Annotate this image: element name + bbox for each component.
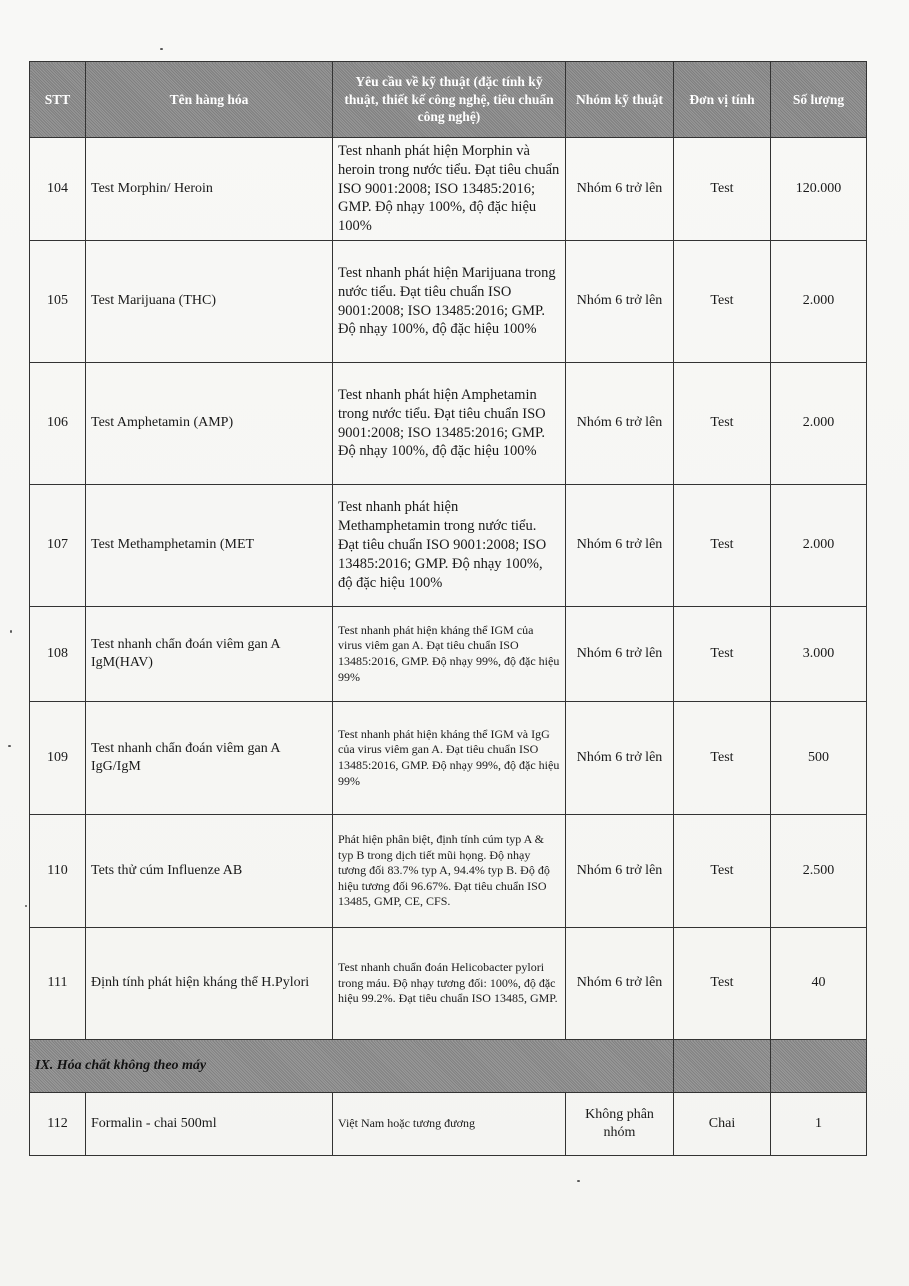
cell-spec: Việt Nam hoặc tương đương — [333, 1093, 566, 1156]
cell-spec: Test nhanh phát hiện Morphin và heroin trong nước tiểu. Đạt tiêu chuẩn ISO 9001:2008; ISO 13485:2016; GMP. Độ nhạy 100%, độ đặc hiệu 100% — [333, 138, 566, 241]
product-spec-table — [29, 61, 867, 1156]
cell-stt: 107 — [30, 485, 86, 607]
section-blank-cell — [674, 1040, 771, 1093]
scan-speck — [10, 630, 12, 633]
cell-spec: Test nhanh phát hiện kháng thể IGM và IgG của virus viêm gan A. Đạt tiêu chuẩn ISO 13485:2016, GMP. Độ nhạy 99%, độ đặc hiệu 99% — [333, 702, 566, 815]
cell-group: Không phân nhóm — [566, 1093, 674, 1156]
cell-name: Test nhanh chẩn đoán viêm gan A IgM(HAV) — [86, 607, 333, 702]
cell-spec: Test nhanh phát hiện kháng thể IGM của virus viêm gan A. Đạt tiêu chuẩn ISO 13485:2016, GMP. Độ nhạy 99%, độ đặc hiệu 99% — [333, 607, 566, 702]
cell-name: Formalin - chai 500ml — [86, 1093, 333, 1156]
cell-qty: 2.000 — [771, 363, 867, 485]
cell-qty: 1 — [771, 1093, 867, 1156]
section-header-row — [30, 1040, 867, 1093]
scan-speck — [8, 745, 11, 747]
cell-spec: Test nhanh phát hiện Marijuana trong nước tiểu. Đạt tiêu chuẩn ISO 9001:2008; ISO 13485:2016; GMP. Độ nhạy 100%, độ đặc hiệu 100% — [333, 241, 566, 363]
cell-stt: 112 — [30, 1093, 86, 1156]
cell-stt: 108 — [30, 607, 86, 702]
table-row — [30, 138, 867, 241]
cell-spec: Phát hiện phân biệt, định tính cúm typ A & typ B trong dịch tiết mũi họng. Độ nhạy tương đối 83.7% typ A, 94.4% typ B. Độ độ hiệu tương đối 96.67%. Đạt tiêu chuẩn ISO 13485, GMP, CE, CFS. — [333, 815, 566, 928]
cell-group: Nhóm 6 trở lên — [566, 485, 674, 607]
cell-name: Test Morphin/ Heroin — [86, 138, 333, 241]
table-row — [30, 815, 867, 928]
cell-group: Nhóm 6 trở lên — [566, 702, 674, 815]
table-row — [30, 607, 867, 702]
cell-stt: 105 — [30, 241, 86, 363]
table-row — [30, 928, 867, 1040]
cell-qty: 2.000 — [771, 485, 867, 607]
cell-unit: Test — [674, 363, 771, 485]
table-row — [30, 363, 867, 485]
table-row — [30, 1093, 867, 1156]
cell-unit: Test — [674, 815, 771, 928]
cell-name: Test Methamphetamin (MET — [86, 485, 333, 607]
cell-group: Nhóm 6 trở lên — [566, 607, 674, 702]
scan-speck — [25, 905, 27, 907]
cell-qty: 2.000 — [771, 241, 867, 363]
cell-stt: 110 — [30, 815, 86, 928]
cell-stt: 106 — [30, 363, 86, 485]
cell-group: Nhóm 6 trở lên — [566, 928, 674, 1040]
cell-group: Nhóm 6 trở lên — [566, 241, 674, 363]
cell-unit: Test — [674, 138, 771, 241]
table-header-row — [30, 62, 867, 138]
cell-unit: Test — [674, 702, 771, 815]
cell-stt: 104 — [30, 138, 86, 241]
header-unit: Đơn vị tính — [674, 62, 771, 138]
cell-name: Test Amphetamin (AMP) — [86, 363, 333, 485]
table-row — [30, 702, 867, 815]
section-blank-cell — [771, 1040, 867, 1093]
cell-spec: Test nhanh phát hiện Methamphetamin trong nước tiểu. Đạt tiêu chuẩn ISO 9001:2008; ISO 13485:2016; GMP. Độ nhạy 100%, độ đặc hiệu 100% — [333, 485, 566, 607]
header-stt: STT — [30, 62, 86, 138]
cell-name: Test nhanh chẩn đoán viêm gan A IgG/IgM — [86, 702, 333, 815]
cell-qty: 500 — [771, 702, 867, 815]
table-row — [30, 485, 867, 607]
cell-unit: Test — [674, 485, 771, 607]
cell-stt: 111 — [30, 928, 86, 1040]
cell-group: Nhóm 6 trở lên — [566, 138, 674, 241]
cell-group: Nhóm 6 trở lên — [566, 363, 674, 485]
cell-spec: Test nhanh phát hiện Amphetamin trong nước tiểu. Đạt tiêu chuẩn ISO 9001:2008; ISO 13485:2016; GMP. Độ nhạy 100%, độ đặc hiệu 100% — [333, 363, 566, 485]
cell-group: Nhóm 6 trở lên — [566, 815, 674, 928]
scan-speck — [577, 1180, 580, 1182]
section-title: IX. Hóa chất không theo máy — [30, 1040, 674, 1093]
cell-stt: 109 — [30, 702, 86, 815]
cell-name: Test Marijuana (THC) — [86, 241, 333, 363]
header-group: Nhóm kỹ thuật — [566, 62, 674, 138]
cell-name: Tets thử cúm Influenze AB — [86, 815, 333, 928]
table-row — [30, 241, 867, 363]
header-qty: Số lượng — [771, 62, 867, 138]
cell-spec: Test nhanh chuẩn đoán Helicobacter pylori trong máu. Độ nhạy tương đối: 100%, độ đặc hiệu 99.2%. Đạt tiêu chuẩn ISO 13485, GMP. — [333, 928, 566, 1040]
cell-qty: 120.000 — [771, 138, 867, 241]
scan-speck — [160, 48, 163, 50]
cell-unit: Chai — [674, 1093, 771, 1156]
cell-qty: 40 — [771, 928, 867, 1040]
cell-unit: Test — [674, 241, 771, 363]
cell-unit: Test — [674, 607, 771, 702]
cell-qty: 3.000 — [771, 607, 867, 702]
cell-qty: 2.500 — [771, 815, 867, 928]
cell-name: Định tính phát hiện kháng thể H.Pylori — [86, 928, 333, 1040]
header-spec: Yêu cầu về kỹ thuật (đặc tính kỹ thuật, thiết kế công nghệ, tiêu chuẩn công nghệ) — [333, 62, 566, 138]
header-name: Tên hàng hóa — [86, 62, 333, 138]
cell-unit: Test — [674, 928, 771, 1040]
